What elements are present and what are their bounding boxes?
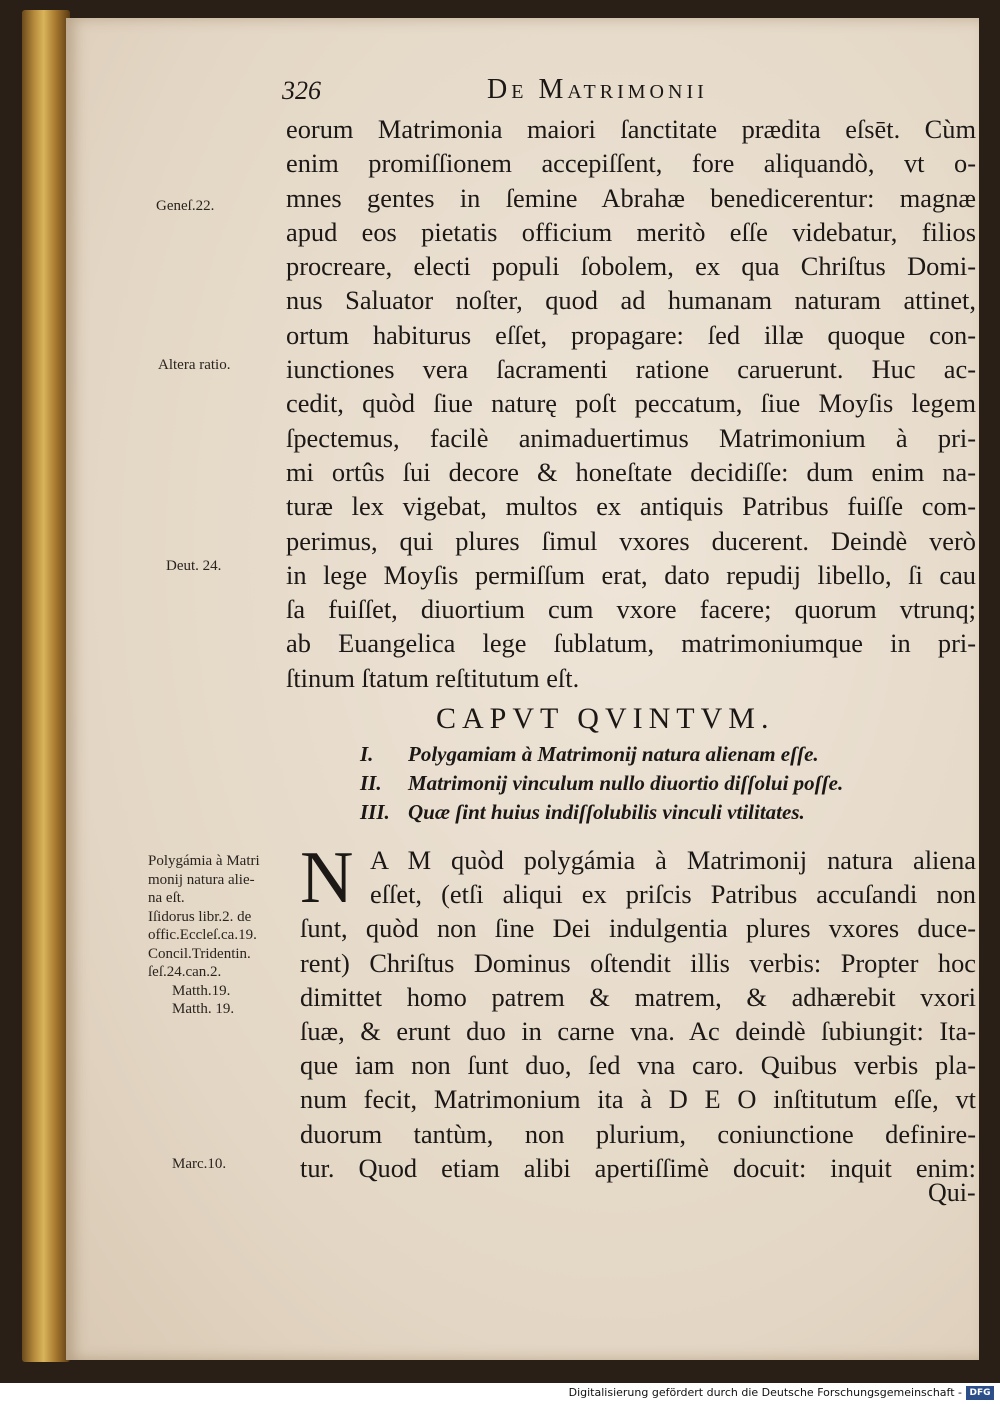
funding-credit: Digitalisierung gefördert durch die Deutsche Forschungsgemeinschaft - bbox=[568, 1386, 962, 1399]
text-line: num fecit, Matrimonium ita à D E O inſtitutum eſſe, vt bbox=[300, 1084, 976, 1115]
side-note-line: ſeſ.24.can.2. bbox=[148, 964, 222, 980]
summary-text: Quæ ſint huius indiſſolubilis vinculi vtilitates. bbox=[408, 800, 805, 824]
text-line: ſpectemus, facilè animaduertimus Matrimonium à pri- bbox=[286, 422, 976, 453]
body-text bbox=[286, 112, 976, 695]
text-line: in lege Moyſis permiſſum erat, dato repudij libello, ſi cau bbox=[286, 559, 976, 590]
text-line: rent) Chriſtus Dominus oſtendit illis verbis: Propter hoc bbox=[300, 947, 976, 978]
margin-note-genesis: Geneſ.22. bbox=[156, 198, 215, 214]
side-note-line: Matth.19. bbox=[172, 982, 231, 999]
side-note-line: Iſidorus libr.2. de bbox=[148, 908, 252, 925]
summary-text: Matrimonij vinculum nullo diuortio diſſolui poſſe. bbox=[408, 771, 844, 795]
text-line: perimus, qui plures ſimul vxores ducerent. Deindè verò bbox=[286, 525, 976, 556]
text-line: turæ lex vigebat, multos ex antiquis Patribus fuiſſe com- bbox=[286, 491, 976, 522]
catchword: Qui- bbox=[928, 1178, 976, 1207]
page-number: 326 bbox=[282, 76, 321, 105]
text-line: ortum habiturus eſſet, propagare: ſed illæ quoque con- bbox=[286, 319, 976, 350]
side-note-line: monij natura alie- bbox=[148, 871, 255, 888]
summary-item bbox=[360, 769, 843, 798]
summary-item bbox=[360, 740, 843, 769]
section-text bbox=[300, 837, 976, 1185]
text-line: enim promiſſionem accepiſſent, fore aliquandò, vt o- bbox=[286, 148, 976, 179]
running-head: De Matrimonii bbox=[487, 74, 708, 105]
text-line: mnes gentes in ſemine Abrahæ benedicerentur: magnæ bbox=[286, 182, 976, 213]
side-note-line: Matth. 19. bbox=[172, 1001, 235, 1017]
summary-number: II. bbox=[360, 771, 382, 795]
text-line: nus Saluator noſter, quod ad humanam naturam attinet, bbox=[286, 285, 976, 316]
text-line: que iam non ſunt duo, ſed vna caro. Quibus verbis pla- bbox=[300, 1050, 976, 1081]
summary-item bbox=[360, 798, 843, 827]
drop-cap: N bbox=[300, 837, 354, 919]
text-line: apud eos pietatis officium meritò eſſe videbatur, filios bbox=[286, 216, 976, 247]
text-line: duorum tantùm, non plurium, coniunctione definire- bbox=[300, 1118, 976, 1149]
text-line: ſtinum ſtatum reſtitutum eſt. bbox=[286, 662, 580, 693]
text-line: iunctiones vera ſacramenti ratione caruerunt. Huc ac- bbox=[286, 354, 976, 385]
side-note-line: Concil.Tridentin. bbox=[148, 945, 251, 962]
text-line: ſa fuiſſet, diuortium cum vxore facere; quorum vtrunq; bbox=[286, 594, 976, 625]
text-line: tur. Quod etiam alibi apertiſſimè docuit: inquit enim: bbox=[300, 1152, 976, 1183]
summary-number: I. bbox=[360, 742, 374, 766]
margin-side-block bbox=[148, 852, 290, 1019]
text-line: ſunt, quòd non ſine Dei indulgentia plures vxores duce- bbox=[300, 913, 976, 944]
text-line: A M quòd polygámia à Matrimonij natura aliena bbox=[370, 845, 976, 875]
side-note-line: na eſt. bbox=[148, 890, 185, 906]
text-line: cedit, quòd ſiue naturę poſt peccatum, ſiue Moyſis legem bbox=[286, 388, 976, 419]
summary-number: III. bbox=[360, 800, 390, 824]
side-note-line: Polygámia à Matri bbox=[148, 853, 260, 869]
gilt-book-edge bbox=[22, 10, 70, 1362]
margin-note-altera-ratio: Altera ratio. bbox=[158, 357, 231, 373]
dfg-logo: DFG bbox=[966, 1386, 994, 1400]
text-line: ab Euangelica lege ſublatum, matrimoniumque in pri- bbox=[286, 628, 976, 659]
text-line: procreare, electi populi ſobolem, ex qua Chriſtus Domi- bbox=[286, 251, 976, 282]
chapter-summary bbox=[360, 740, 843, 827]
text-line: mi ortûs ſui decore & honeſtate decidiſſe: dum enim na- bbox=[286, 456, 976, 487]
text-line: dimittet homo patrem & matrem, & adhærebit vxori bbox=[300, 981, 976, 1012]
chapter-title: CAPVT QVINTVM. bbox=[436, 702, 775, 735]
text-line: ſuæ, & erunt duo in carne vna. Ac deindè ſubiungit: Ita- bbox=[300, 1015, 976, 1046]
text-line: eſſet, (etſi aliqui ex priſcis Patribus accuſandi non bbox=[370, 879, 976, 910]
margin-note-deuteronomy: Deut. 24. bbox=[166, 558, 222, 574]
summary-text: Polygamiam à Matrimonij natura alienam eſſe. bbox=[408, 742, 819, 766]
text-line: eorum Matrimonia maiori ſanctitate prædita eſsēt. Cùm bbox=[286, 114, 976, 144]
margin-note-mark: Marc.10. bbox=[172, 1156, 227, 1172]
side-note-line: offic.Eccleſ.ca.19. bbox=[148, 927, 257, 943]
